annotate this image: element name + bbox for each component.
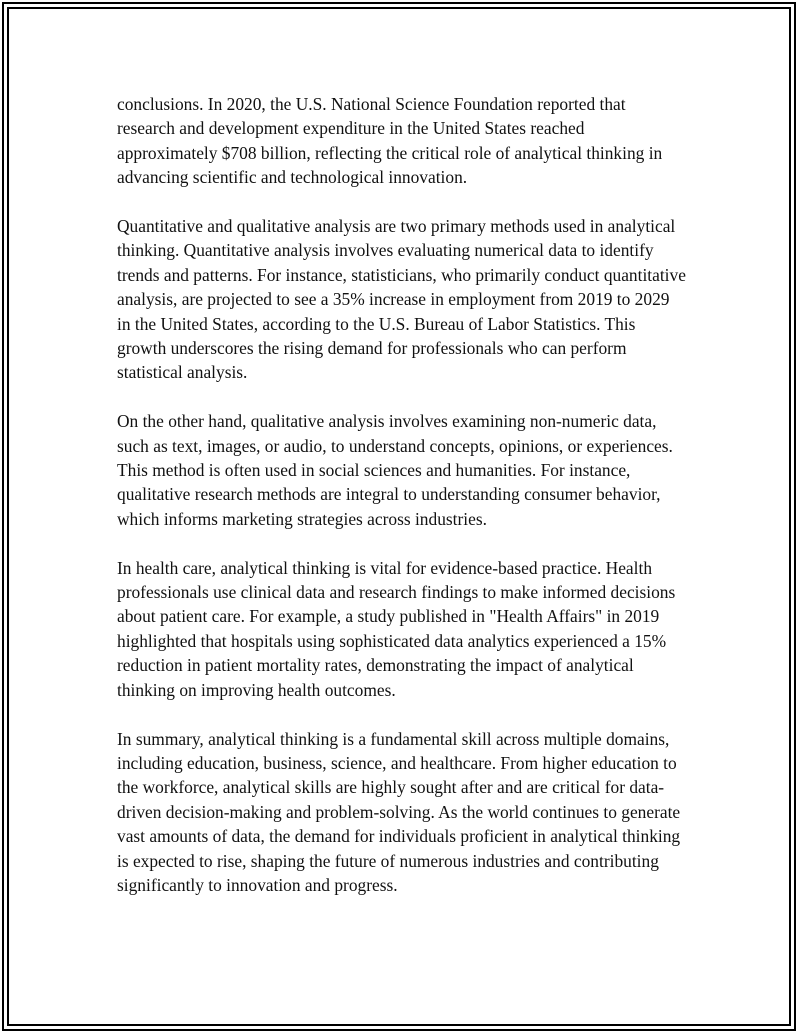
paragraph-summary: In summary, analytical thinking is a fundamental skill across multiple domains, including education, business, science, and healthcare. From higher education to the workforce, analytical skills are highly sought after and are critical for data-driven decision-making and problem-solving. As the world continues to generate vast amounts of data, the demand for individuals proficient in analytical thinking is expected to rise, shaping the future of numerous industries and contributing significantly to innovation and progress. [117, 728, 681, 895]
paragraph-qualitative-analysis: On the other hand, qualitative analysis involves examining non-numeric data, such as text, images, or audio, to understand concepts, opinions, or experiences. This method is often used in social sciences and humanities. For instance, qualitative research methods are integral to understanding consumer behavior, which informs marketing strategies across industries. [117, 411, 673, 529]
paragraph-nsf-expenditure: conclusions. In 2020, the U.S. National Science Foundation reported that research and development expenditure in the United States reached approximately $708 billion, reflecting the critical role of analytical thinking in advancing scientific and technological innovation. [117, 94, 663, 188]
paragraph-health-care: In health care, analytical thinking is vital for evidence-based practice. Health professionals use clinical data and research findings to make informed decisions about patient care. For example, a study published in "Health Affairs" in 2019 highlighted that hospitals using sophisticated data analytics experienced a 15% reduction in patient mortality rates, demonstrating the impact of analytical thinking on improving health outcomes. [117, 557, 676, 700]
paragraph-quantitative-qualitative: Quantitative and qualitative analysis are two primary methods used in analytical thinking. Quantitative analysis involves evaluating numerical data to identify trends and patterns. For instance, statisticians, who primarily conduct quantitative analysis, are projected to see a 35% increase in employment from 2019 to 2029 in the United States, according to the U.S. Bureau of Labor Statistics. This growth underscores the rising demand for professionals who can perform statistical analysis. [117, 216, 686, 383]
document-body [117, 92, 687, 922]
